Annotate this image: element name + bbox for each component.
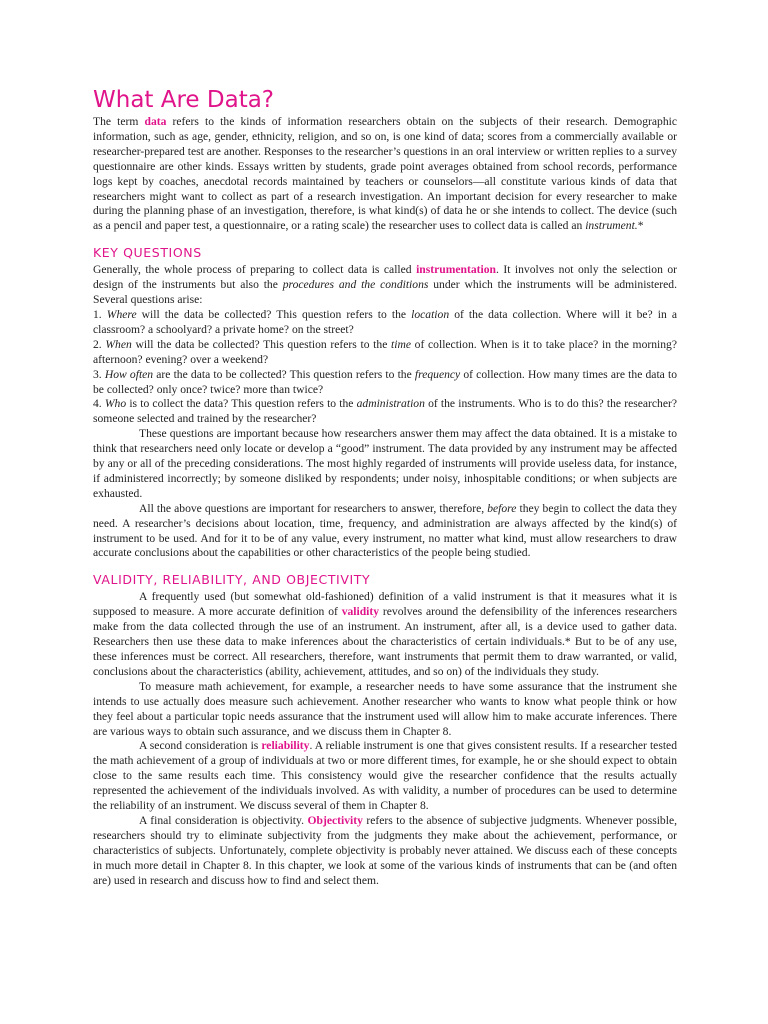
term-instrumentation: instrumentation [416, 263, 496, 277]
term-objectivity: Objectivity [307, 813, 363, 827]
section-heading-key-questions: KEY QUESTIONS [93, 245, 202, 261]
key-questions-paragraph: All the above questions are important for researchers to answer, therefore, before they begin to collect the data they need. A researcher’s decisions about location, time, frequency, and administration are always affected by the kind(s) of instrument to be used. And for it to be of any value, every instrument, no matter what kind, must allow researchers to draw accurate conclusions about the capabilities or other characteristics of the people being studied. [93, 501, 678, 560]
intro-paragraph: The term data refers to the kinds of information researchers obtain on the subjects of their research. Demographic information, such as age, gender, ethnicity, religion, and so on, is one kind of data; scores from a commercially available or researcher-prepared test are another. Responses to the researcher’s questions in an oral interview or written replies to a survey questionnaire are other kinds. Essays written by students, grade point averages obtained from school records, performance logs kept by coaches, anecdotal records maintained by teachers or counselors—all constitute various kinds of data that researchers might want to collect as part of a research investigation. An important decision for every researcher to make during the planning phase of an investigation, therefore, is what kind(s) of data he or she intends to collect. The device (such as a pencil and paper test, a questionnaire, or a rating scale) the researcher uses to collect data is called an instrument.* [93, 115, 677, 233]
validity-paragraph: A frequently used (but somewhat old-fashioned) definition of a valid instrument is that it measures what it is supposed to measure. A more accurate definition of validity revolves around the defensibility of the inferences researchers make from the data collected through the use of an instrument. An instrument, after all, is a device used to gather data. Researchers then use these data to make inferences about the characteristics of certain individuals.* But to be of any use, these inferences must be correct. All researchers, therefore, want instruments that permit them to draw warranted, or valid, conclusions about the characteristics (ability, achievement, attitudes, and so on) of the individuals they study. [93, 590, 677, 678]
key-questions-paragraph: Generally, the whole process of preparing to collect data is called instrumentation. It involves not only the selection or design of the instruments but also the procedures and the conditions under which the instruments will be administered. Several questions arise: [93, 263, 678, 307]
section-heading-validity: VALIDITY, RELIABILITY, AND OBJECTIVITY [93, 572, 371, 588]
key-questions-paragraph: These questions are important because how researchers answer them may affect the data obtained. It is a mistake to think that researchers need only locate or develop a “good” instrument. The data provided by any instrument may be affected by any or all of the preceding considerations. The most highly regarded of instruments will provide useless data, for instance, if administered incorrectly; by someone disliked by respondents; under noisy, inhospitable conditions; or when subjects are exhausted. [93, 427, 677, 500]
page-title: What Are Data? [93, 87, 275, 113]
objectivity-paragraph: A final consideration is objectivity. Objectivity refers to the absence of subjective judgments. Whenever possible, researchers should try to eliminate subjectivity from the judgments they make about the achievement, performance, or characteristics of subjects. Unfortunately, complete objectivity is probably never attained. We discuss each of these concepts in much more detail in Chapter 8. In this chapter, we look at some of the various kinds of instruments that can be (and often are) used in research and discuss how to find and select them. [93, 813, 677, 887]
question-item: 1. Where will the data be collected? This question refers to the location of the data collection. Where will it be? in a classroom? a schoolyard? a private home? on the street? [93, 307, 678, 336]
question-item: 3. How often are the data to be collected? This question refers to the frequency of collection. How many times are the data to be collected? only once? twice? more than twice? [93, 367, 677, 396]
term-data: data [144, 115, 167, 128]
question-item: 2. When will the data be collected? This question refers to the time of collection. When is it to take place? in the morning? afternoon? evening? over a weekend? [93, 337, 677, 366]
question-item: 4. Who is to collect the data? This question refers to the administration of the instruments. Who is to do this? the researcher? someone selected and trained by the researcher? [93, 397, 677, 426]
validity-paragraph: To measure math achievement, for example, a researcher needs to have some assurance that the instrument she intends to use actually does measure such achievement. Another researcher who wants to know what people think or how they feel about a particular topic needs assurance that the instrument used will allow him to make accurate inferences. There are various ways to obtain such assurance, and we discuss them in Chapter 8. [93, 679, 677, 738]
term-validity: validity [341, 605, 380, 619]
reliability-paragraph: A second consideration is reliability. A reliable instrument is one that gives consistent results. If a researcher tested the math achievement of a group of individuals at two or more different times, for example, he or she should expect to obtain close to the same results each time. This consistency would give the researcher confidence that the results actually represented the achievement of the individuals involved. As with validity, a number of procedures can be used to determine the reliability of an instrument. We discuss several of them in Chapter 8. [93, 739, 678, 813]
term-reliability: reliability [261, 739, 310, 753]
document-page [93, 86, 677, 889]
